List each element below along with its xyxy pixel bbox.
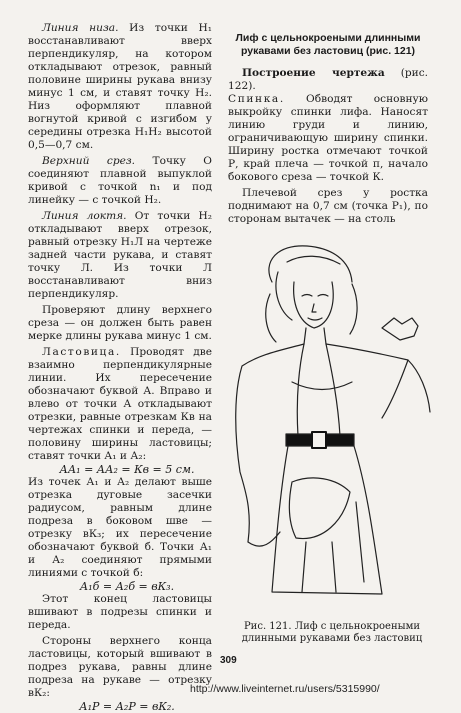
- text-elbow-line: От точки Н₂ откладывают вверх отрезок, равный отрезку Н₁Л на чертеже задней части рукава, и ставят точку Л. Из точки Л восстанавливают вниз перпендикуляр.: [28, 210, 212, 300]
- paragraph-back: [228, 93, 428, 184]
- paragraph-check-length: Проверяют длину верхнего среза — он должен быть равен мерке длины рукава минус 1 см.: [28, 304, 212, 342]
- paragraph-elbow-line: [28, 210, 212, 301]
- text-upper-cut: Точку О соединяют плавной выпуклой кривой с точкой n₁ и под линейку — с точкой Н₂.: [28, 155, 212, 206]
- section-heading: [228, 32, 428, 57]
- right-sleeve: [326, 344, 430, 418]
- face-features: [302, 295, 328, 321]
- term-hem-line: Линия низа.: [42, 22, 119, 34]
- skirt-folds: [302, 502, 364, 592]
- heading-text: Лиф с цельнокроеными длинными рукавами без ластовиц: [235, 32, 421, 57]
- bodice-illustration: [232, 242, 432, 612]
- subheading-construction: Построение чертежа: [242, 67, 385, 79]
- figure-caption: Рис. 121. Лиф с цельнокроеными длинными рукавами без ластовиц: [241, 621, 423, 644]
- neck: [304, 328, 326, 344]
- right-column: [228, 32, 428, 226]
- formula-a1b: А₁б = А₂б = вК₃.: [79, 580, 175, 593]
- paragraph-hem-line: [28, 22, 212, 152]
- page-number: 309: [220, 655, 237, 666]
- subheading-figure-ref: (рис. 122).: [228, 67, 428, 92]
- source-url[interactable]: http://www.liveinternet.ru/users/5315990/: [190, 683, 380, 695]
- bodice-front: [292, 344, 352, 436]
- paragraph-sew-end: Этот конец ластовицы вшивают в подрезы спинки и переда.: [28, 593, 212, 631]
- raised-hand: [382, 318, 418, 340]
- paragraph-arcs: Из точек А₁ и А₂ делают выше отрезка дуговые засечки радиусом, равным длине подреза в боковом шве — отрезку вК₃; их пересечение обозначают буквой б. Точки А₁ и А₂ соединяют прямыми линиями с точкой б:: [28, 476, 212, 579]
- text-hem-line: Из точки Н₁ восстанавливают вверх перпендикуляр, на котором откладывают отрезок, равный половине ширины рукава внизу минус 1 см, и ставят точку Н₂. Низ оформляют плавной вогнутой кривой с изгибом у середины отрезка Н₁Н₂ высотой 0,5—0,7 см.: [28, 22, 213, 151]
- term-upper-cut: Верхний срез.: [42, 155, 136, 167]
- heading-figure-ref: (рис. 121): [365, 44, 416, 57]
- term-back: Спинка.: [228, 93, 285, 105]
- skirt-outline: [272, 446, 382, 594]
- text-gusset: Проводят две взаимно перпендикулярные линии. Их пересечение обозначают буквой А. Вправо и влево от точки А откладывают отрезки, равные отрезкам Кв на чертежах спинки и переда, — половину ширины ластовицы; ставят точки А₁ и А₂:: [28, 346, 212, 462]
- hair-strokes: [266, 246, 357, 342]
- paragraph-upper-end: Стороны верхнего конца ластовицы, который вшивают в подрез рукава, равны длине подреза на рукаве — отрезку вК₂:: [28, 635, 212, 699]
- term-gusset: Ластовица.: [42, 346, 121, 358]
- lower-arm: [248, 532, 280, 546]
- formula-aa1: АА₁ = АА₂ = Кв = 5 см.: [59, 463, 195, 476]
- paragraph-construction: [228, 67, 428, 93]
- skirt-pocket: [289, 478, 350, 539]
- paragraph-gusset: [28, 346, 212, 463]
- paragraph-upper-cut: [28, 155, 212, 207]
- term-elbow-line: Линия локтя.: [42, 210, 127, 222]
- paragraph-shoulder-cut: Плечевой срез у ростка поднимают на 0,7 см (точка Р₁), по сторонам вытачек — на столь: [228, 187, 428, 225]
- formula-a1p: А₁Р = А₂Р = вК₂.: [79, 700, 175, 713]
- left-column: [28, 22, 212, 713]
- belt-buckle: [312, 432, 326, 448]
- text-back: Обводят основную выкройку спинки лифа. Наносят линию груди и линию, ограничивающую ширину спинки. Ширину ростка отмечают точкой Р, край плеча — точкой п, начало бокового среза — точкой К.: [228, 93, 428, 183]
